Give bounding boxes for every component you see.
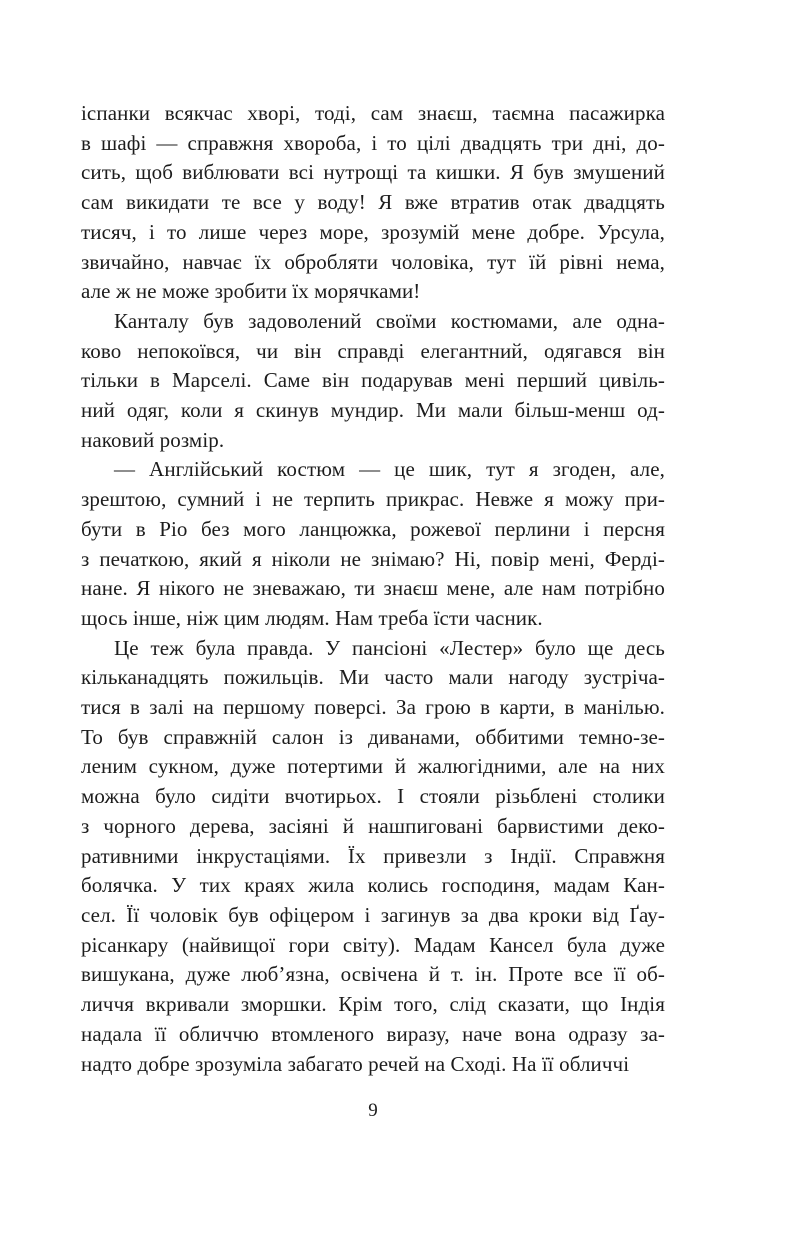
- page-text-block: [81, 99, 665, 1079]
- text-line: але ж не може зробити їх морячками!: [81, 279, 421, 304]
- text-line: вишукана, дуже люб’язна, освічена й т. ін. Проте все її об-: [81, 962, 665, 987]
- paragraph: [81, 455, 665, 633]
- text-line: кільканадцять пожильців. Ми часто мали нагоду зустріча-: [81, 665, 665, 690]
- text-line: болячка. У тих краях жила колись господиня, мадам Кан-: [81, 873, 665, 898]
- text-line: надто добре зрозуміла забагато речей на Сході. На її обличчі: [81, 1051, 630, 1076]
- text-line: наковий розмір.: [81, 427, 225, 452]
- text-line: — Англійський костюм — це шик, тут я згоден, але,: [114, 457, 665, 482]
- text-line: сел. Її чоловік був офіцером і загинув за два кроки від Ґау-: [81, 902, 665, 927]
- text-line: сам викидати те все у воду! Я вже втратив отак двадцять: [81, 190, 665, 215]
- text-line: тися в залі на першому поверсі. За грою в карти, в манілью.: [81, 695, 665, 720]
- text-line: личчя вкривали зморшки. Крім того, слід сказати, що Індія: [81, 992, 665, 1017]
- text-line: з печаткою, який я ніколи не знімаю? Ні, повір мені, Ферді-: [81, 546, 665, 571]
- paragraph: [81, 99, 665, 307]
- text-line: рісанкару (найвищої гори світу). Мадам Кансел була дуже: [81, 932, 665, 957]
- text-line: в шафі — справжня хвороба, і то цілі двадцять три дні, до-: [81, 130, 665, 155]
- text-line: тисяч, і то лише через море, зрозумій мене добре. Урсула,: [81, 219, 665, 244]
- text-line: можна було сидіти вчотирьох. І стояли різьблені столики: [81, 784, 665, 809]
- text-line: нане. Я нікого не зневажаю, ти знаєш мене, але нам потрібно: [81, 576, 665, 601]
- text-line: тільки в Марселі. Саме він подарував мені перший цивіль-: [81, 368, 665, 393]
- text-line: щось інше, ніж цим людям. Нам треба їсти часник.: [81, 605, 543, 630]
- text-line: сить, щоб виблювати всі нутрощі та кишки. Я був змушений: [81, 160, 665, 185]
- paragraph: [81, 307, 665, 456]
- text-line: зрештою, сумний і не терпить прикрас. Невже я можу при-: [81, 487, 665, 512]
- text-line: бути в Ріо без мого ланцюжка, рожевої перлини і персня: [81, 516, 665, 541]
- text-line: звичайно, навчає їх обробляти чоловіка, тут їй рівні нема,: [81, 249, 665, 274]
- text-line: Це теж була правда. У пансіоні «Лестер» було ще десь: [114, 635, 665, 660]
- text-line: То був справжній салон із диванами, оббитими темно-зе-: [81, 724, 665, 749]
- text-line: іспанки всякчас хворі, тоді, сам знаєш, таємна пасажирка: [81, 101, 665, 125]
- text-line: ративними інкрустаціями. Їх привезли з Індії. Справжня: [81, 843, 665, 868]
- page-number: 9: [368, 1100, 378, 1121]
- paragraph: [81, 634, 665, 1080]
- text-line: Канталу був задоволений своїми костюмами, але одна-: [114, 308, 665, 333]
- text-line: ково непокоївся, чи він справді елегантний, одягався він: [81, 338, 665, 363]
- text-line: леним сукном, дуже потертими й жалюгідними, але на них: [81, 754, 665, 779]
- text-line: надала її обличчю втомленого виразу, наче вона одразу за-: [81, 1021, 665, 1046]
- text-line: ний одяг, коли я скинув мундир. Ми мали більш-менш од-: [81, 398, 665, 423]
- text-line: з чорного дерева, засіяні й нашпиговані барвистими деко-: [81, 813, 665, 838]
